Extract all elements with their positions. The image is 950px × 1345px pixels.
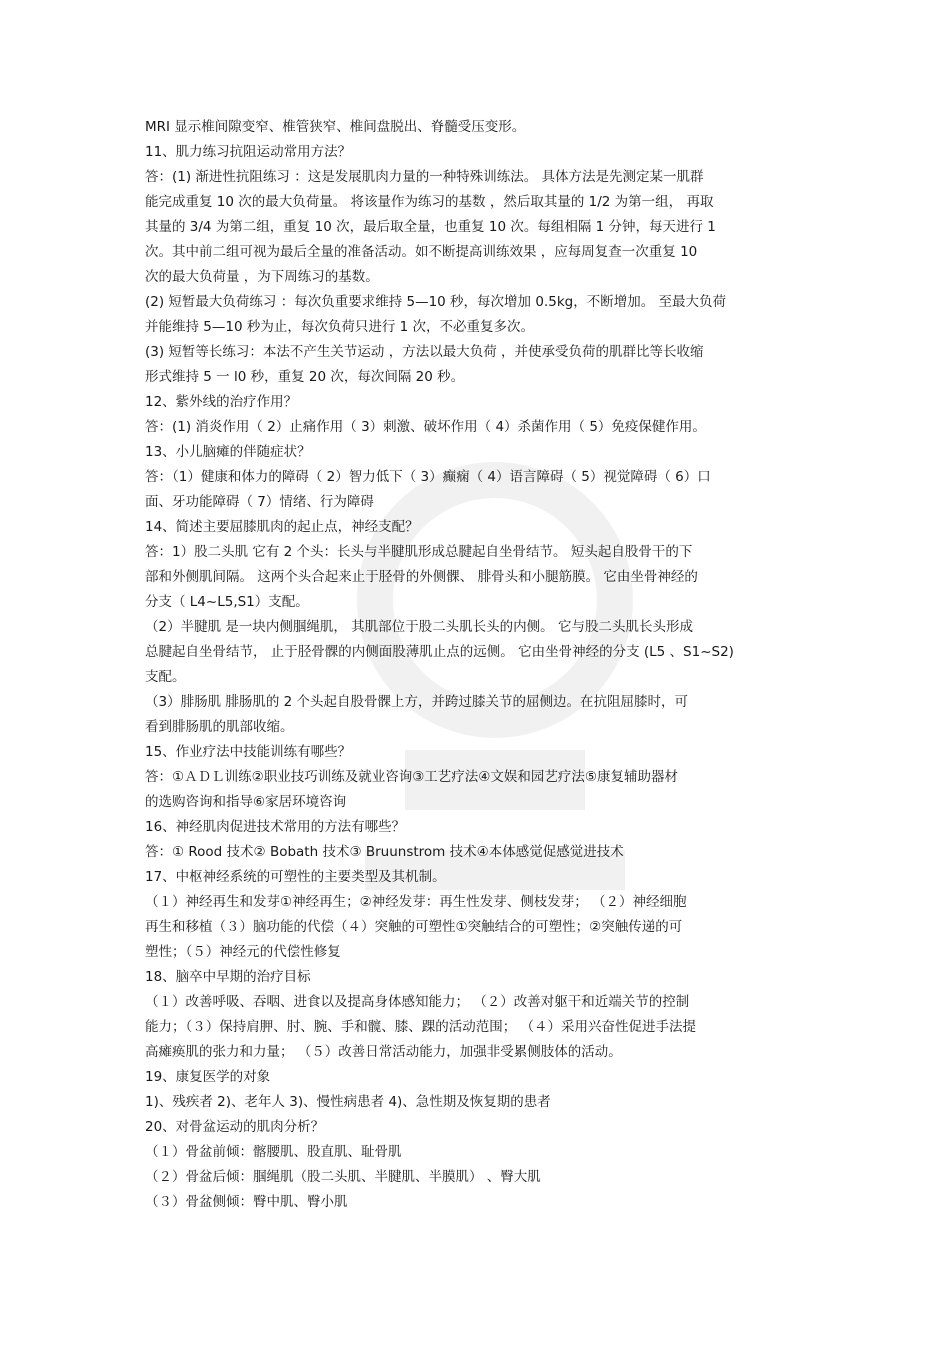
text-line: 形式维持 5 一 l0 秒，重复 20 次，每次间隔 20 秒。 [145, 369, 465, 385]
text-line: 看到腓肠肌的肌部收缩。 [145, 719, 294, 735]
text-line: 塑性；（５）神经元的代偿性修复 [145, 944, 341, 960]
text-line: （１）骨盆前倾：髂腰肌、股直肌、耻骨肌 [145, 1144, 402, 1160]
text-line: 16、神经肌肉促进技术常用的方法有哪些？ [145, 819, 406, 835]
text-line: 13、小儿脑瘫的伴随症状？ [145, 444, 311, 460]
text-line: 答：(1) 渐进性抗阻练习 ：这是发展肌肉力量的一种特殊训练法。 具体方法是先测定某一肌群 [145, 169, 704, 185]
text-line: 18、脑卒中早期的治疗目标 [145, 969, 311, 985]
text-line: 其量的 3/4 为第二组，重复 10 次，最后取全量，也重复 10 次。每组相隔 1 分钟，每天进行 1 [145, 219, 716, 235]
text-line: 答：1）股二头肌 它有 2 个头：长头与半腱肌形成总腱起自坐骨结节。 短头起自股骨干的下 [145, 544, 693, 560]
text-line: 20、对骨盆运动的肌肉分析？ [145, 1119, 325, 1135]
text-line: 分支（ L4~L5,S1）支配。 [145, 594, 309, 610]
text-line: 11、肌力练习抗阻运动常用方法？ [145, 144, 352, 160]
text-line: 次。其中前二组可视为最后全量的准备活动。如不断提高训练效果 ，应每周复查一次重复 10 [145, 244, 698, 260]
text-line: 答：① Rood 技术② Bobath 技术③ Bruunstrom 技术④本体感觉促感觉进技术 [145, 844, 624, 860]
document-body [145, 115, 825, 1215]
text-line: （2）半腱肌 是一块内侧腘绳肌， 其肌部位于股二头肌长头的内侧。 它与股二头肌长头形成 [145, 619, 693, 635]
text-line: （１）改善呼吸、吞咽、进食以及提高身体感知能力； （２）改善对躯干和近端关节的控制 [145, 994, 690, 1010]
text-line: 能完成重复 10 次的最大负荷量。 将该量作为练习的基数 ，然后取其量的 1/2 为第一组， 再取 [145, 194, 714, 210]
text-line: MRI 显示椎间隙变窄、椎管狭窄、椎间盘脱出、脊髓受压变形。 [145, 119, 526, 135]
text-line: 总腱起自坐骨结节， 止于胫骨髁的内侧面股薄肌止点的远侧。 它由坐骨神经的分支 (L5 、S1~S2) [145, 644, 734, 660]
text-line: 的选购咨询和指导⑥家居环境咨询 [145, 794, 347, 810]
text-line: 高瘫痪肌的张力和力量； （５）改善日常活动能力，加强非受累侧肢体的活动。 [145, 1044, 622, 1060]
text-line: 12、紫外线的治疗作用？ [145, 394, 298, 410]
text-line: 1)、残疾者 2)、老年人 3)、慢性病患者 4)、急性期及恢复期的患者 [145, 1094, 551, 1110]
text-line: 19、康复医学的对象 [145, 1069, 271, 1085]
text-line: 答：(1) 消炎作用（ 2）止痛作用（ 3）刺激、破坏作用（ 4）杀菌作用（ 5）免疫保健作用。 [145, 419, 706, 435]
text-line: 部和外侧肌间隔。 这两个头合起来止于胫骨的外侧髁、 腓骨头和小腿筋膜。 它由坐骨神经的 [145, 569, 698, 585]
text-line: 次的最大负荷量 ，为下周练习的基数。 [145, 269, 379, 285]
text-line: （２）骨盆后倾：腘绳肌（股二头肌、半腱肌、半膜肌） 、臀大肌 [145, 1169, 541, 1185]
text-line: 支配。 [145, 669, 186, 685]
text-line: 答：①ＡＤＬ训练②职业技巧训练及就业咨询③工艺疗法④文娱和园艺疗法⑤康复辅助器材 [145, 769, 679, 785]
text-line: （3）腓肠肌 腓肠肌的 2 个头起自股骨髁上方，并跨过膝关节的屈侧边。在抗阻屈膝时，可 [145, 694, 689, 710]
text-line: 14、简述主要屈膝肌肉的起止点，神经支配？ [145, 519, 419, 535]
text-line: （３）骨盆侧倾：臀中肌、臀小肌 [145, 1194, 348, 1210]
text-line: 能力；（３）保持肩胛、肘、腕、手和髋、膝、踝的活动范围； （４）采用兴奋性促进手法提 [145, 1019, 697, 1035]
text-line: (3) 短暂等长练习：本法不产生关节运动 ，方法以最大负荷 ，并使承受负荷的肌群比等长收缩 [145, 344, 704, 360]
text-line: 并能维持 5—10 秒为止，每次负荷只进行 1 次，不必重复多次。 [145, 319, 535, 335]
text-line: 面、牙功能障碍（ 7）情绪、行为障碍 [145, 494, 374, 510]
text-line: 答：（1）健康和体力的障碍（ 2）智力低下（ 3）癫痫（ 4）语言障碍（ 5）视觉障碍（ 6）口 [145, 469, 711, 485]
text-line: 15、作业疗法中技能训练有哪些？ [145, 744, 352, 760]
text-line: （１）神经再生和发芽①神经再生；②神经发芽：再生性发芽、侧枝发芽； （２）神经细胞 [145, 894, 687, 910]
text-line: (2) 短暂最大负荷练习 ：每次负重要求维持 5—10 秒，每次增加 0.5kg，不断增加。 至最大负荷 [145, 294, 726, 310]
text-line: 再生和移植（３）脑功能的代偿（４）突触的可塑性①突触结合的可塑性；②突触传递的可 [145, 919, 683, 935]
text-line: 17、中枢神经系统的可塑性的主要类型及其机制。 [145, 869, 446, 885]
